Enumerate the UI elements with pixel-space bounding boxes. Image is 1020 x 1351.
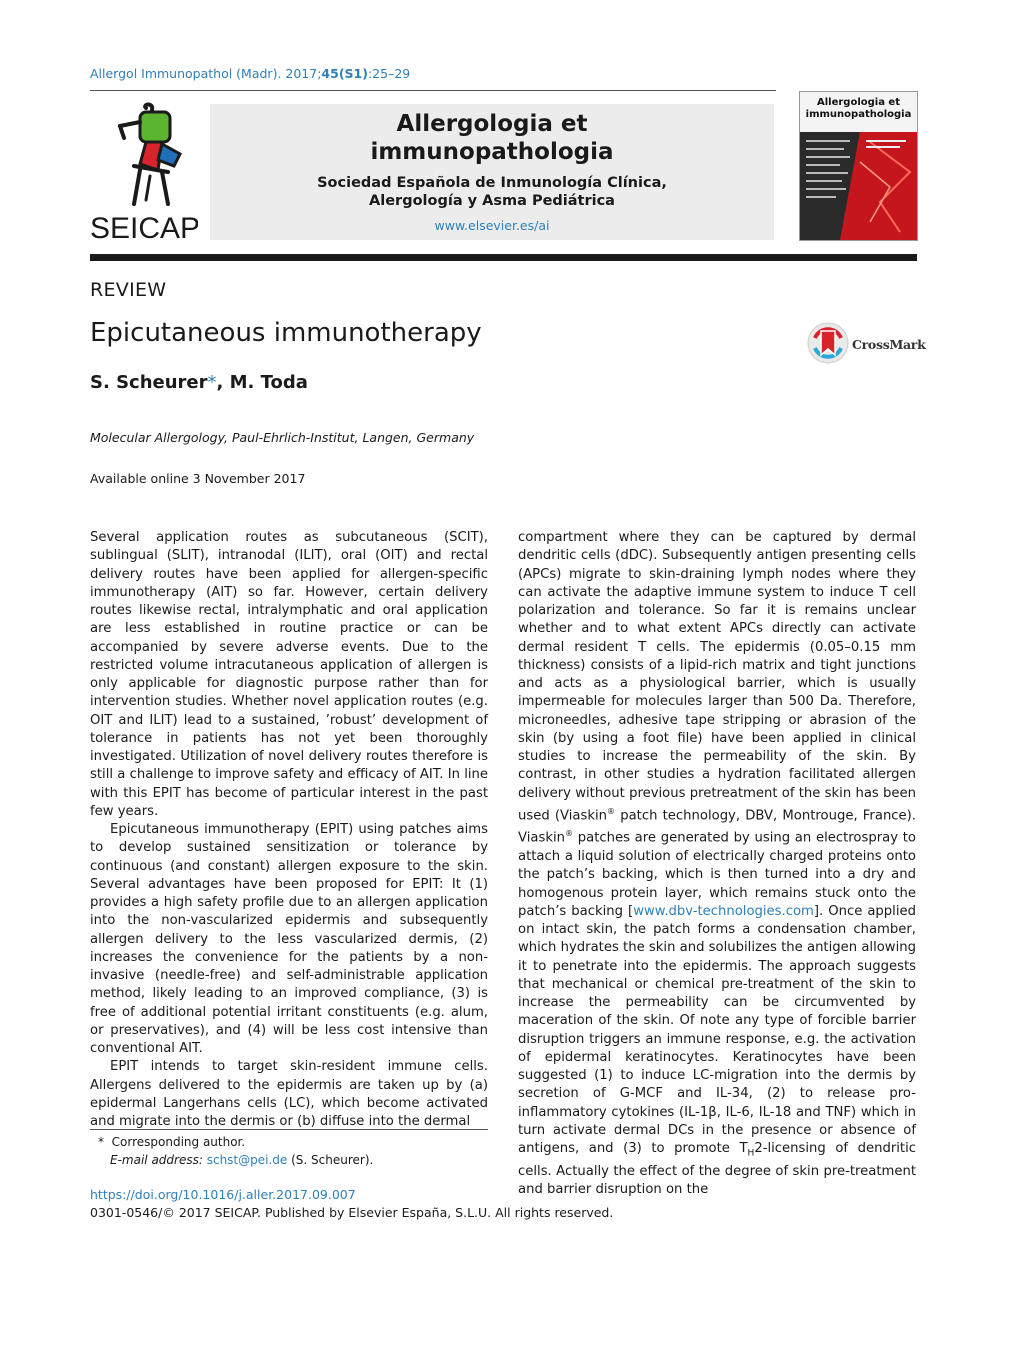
header-rule: [90, 90, 776, 91]
cover-title: [800, 97, 917, 121]
journal-url-link[interactable]: www.elsevier.es/ai: [434, 218, 550, 233]
email-owner: (S. Scheurer).: [287, 1153, 374, 1167]
footnote-rule: [90, 1129, 488, 1130]
email-label: E-mail address:: [110, 1153, 203, 1167]
body-text: compartment where they can be captured by dermal dendritic cells (dDC). Subsequently antigen presenting cells (APCs) migrate to skin-draining lymph nodes where they can activate the adaptive immune system to induce T cell polarization and tolerance. So far it is remains unclear whether and to what extent APCs directly can activate dermal resident T cells. The epidermis (0.05–0.15 mm thickness) consists of a lipid-rich matrix and tight junctions and acts as a physiological barrier, which is usually impermeable for molecules larger than 500 Da. Therefore, microneedles, adhesive tape stripping or abrasion of the skin (by using a foot file) have been applied in clinical studies to increase the permeability of the skin. By contrast, in other studies a hydration facilitated allergen delivery without previous pretreatment of the skin has been used (Viaskin: [518, 530, 916, 824]
title-rule: [90, 254, 917, 261]
body-paragraph: Several application routes as subcutaneous (SCIT), sublingual (SLIT), intranodal (ILIT), oral (OIT) and rectal delivery routes have been applied for allergen-specific immunotherapy (AIT) so far. However, certain delivery routes likewise rectal, intralymphatic and oral application are less established in routine practice or can be accompanied by severe adverse events. Due to the restricted volume intracutaneous application of allergen is only applicable for diagnostic purpose rather than for intervention studies. Whether novel application routes (e.g. OIT and ILIT) lead to a sustained, ’robust’ development of tolerance in patients has not yet been thoroughly investigated. Utilization of novel delivery routes therefore is still a challenge to improve safety and efficacy of AIT. In line with this EPIT has become of particular interest in the past few years.: [90, 530, 488, 819]
body-paragraph: Epicutaneous immunotherapy (EPIT) using patches aims to develop sustained sensitization or tolerance by continuous (and constant) allergen exposure to the skin. Several advantages have been proposed for EPIT: It (1) provides a high safety profile due to an allergen application into the non-vascularized epidermis and subsequently allergen delivery to the less vascularized dermis, (2) increases the convenience for the patients by a non-invasive (needle-free) and self-administrable application method, likely leading to an improved compliance, (3) is free of additional potential irritant constituents (e.g. alum, or preservatives), and (4) will be less cost intensive than conventional AIT.: [90, 822, 488, 1056]
society-line1: Sociedad Española de Inmunología Clínica,: [317, 175, 667, 191]
citation-pages: :25–29: [367, 66, 411, 81]
dbv-website-link[interactable]: www.dbv-technologies.com: [633, 903, 814, 919]
citation-journal: Allergol Immunopathol (Madr). 2017;: [90, 66, 322, 81]
email-link[interactable]: schst@pei.de: [206, 1153, 288, 1167]
footnote-star: *: [98, 1135, 104, 1149]
journal-cover-thumbnail[interactable]: [799, 91, 918, 241]
registered-mark: ®: [607, 806, 616, 816]
cover-title-line2: immunopathologia: [805, 109, 912, 120]
journal-banner: [210, 104, 774, 240]
footnote: [98, 1133, 373, 1169]
corresponding-author-link[interactable]: *: [207, 372, 217, 393]
body-text: ]. Once applied on intact skin, the patch forms a condensation chamber, which hydrates the skin and solubilizes the antigen allowing it to penetrate into the epidermis. The approach suggests that mechanical or chemical pre-treatment of the skin to increase the permeability can be circumvented by maceration of the skin. Of note any type of forcible barrier disruption triggers an immune response, e.g. the activation of epidermal keratinocytes. Keratinocytes have been suggested (1) to induce LC-migration into the dermis by secretion of G-MCF and IL-34, (2) to release pro-inflammatory cytokines (IL-1β, IL-6, IL-18 and TNF) which in turn activate dermal DCs in the presence or absence of antigens, and (3) to promote T: [518, 903, 916, 1157]
affiliation: Molecular Allergology, Paul-Ehrlich-Institut, Langen, Germany: [90, 430, 475, 445]
citation-volume: 45(S1): [321, 66, 368, 81]
society-name: [210, 174, 774, 210]
author-separator: ,: [216, 372, 230, 393]
author-name: S. Scheurer: [90, 372, 208, 393]
body-text: patches are generated by using an electrospray to attach a liquid solution of electrically charged proteins onto the patch’s backing, which is then turned into a dry and homogenous protein layer, which remains stuck onto the patch’s backing [: [518, 830, 916, 919]
author-list: [90, 372, 308, 393]
journal-title-line1: Allergologia et: [396, 111, 588, 137]
body-paragraph: EPIT intends to target skin-resident immune cells. Allergens delivered to the epidermis are taken up by (a) epidermal Langerhans cells (LC), which become activated and migrate into the dermis or (b) diffuse into the dermal: [90, 1059, 488, 1129]
subscript-h: H: [747, 1148, 755, 1159]
crossmark-icon: [806, 321, 850, 365]
logo-text: SEICAP: [90, 212, 198, 245]
registered-mark: ®: [565, 829, 574, 839]
copyright-notice: 0301-0546/© 2017 SEICAP. Published by Elsevier España, S.L.U. All rights reserved.: [90, 1205, 614, 1220]
seicap-figure-icon: [88, 100, 198, 245]
body-text: 2-licensing of dendritic cells. Actually the effect of the degree of skin pre-treatment and barrier disruption on the: [518, 1141, 916, 1198]
body-column-right: [518, 529, 916, 1199]
article-title: Epicutaneous immunotherapy: [90, 318, 482, 348]
body-paragraph: [518, 529, 916, 1199]
journal-title: [210, 110, 774, 166]
corresponding-note: [98, 1133, 373, 1151]
journal-title-line2: immunopathologia: [370, 139, 614, 165]
corresponding-label: Corresponding author.: [111, 1135, 246, 1149]
cover-title-line1: Allergologia et: [816, 97, 900, 108]
crossmark-label: CrossMark: [852, 337, 926, 352]
society-line2: Alergología y Asma Pediátrica: [369, 193, 615, 209]
doi-link[interactable]: https://doi.org/10.1016/j.aller.2017.09.007: [90, 1187, 356, 1202]
body-text: patch technology, DBV, Montrouge, France). Viaskin: [518, 808, 916, 846]
seicap-logo: [88, 100, 198, 245]
cover-artwork-icon: [800, 132, 917, 240]
body-column-left: [90, 529, 488, 1131]
crossmark-button[interactable]: [806, 321, 926, 365]
author-name: M. Toda: [229, 372, 308, 393]
email-note: [98, 1151, 373, 1169]
journal-citation[interactable]: [90, 66, 410, 81]
available-online-date: Available online 3 November 2017: [90, 471, 306, 486]
section-label: REVIEW: [90, 279, 167, 301]
